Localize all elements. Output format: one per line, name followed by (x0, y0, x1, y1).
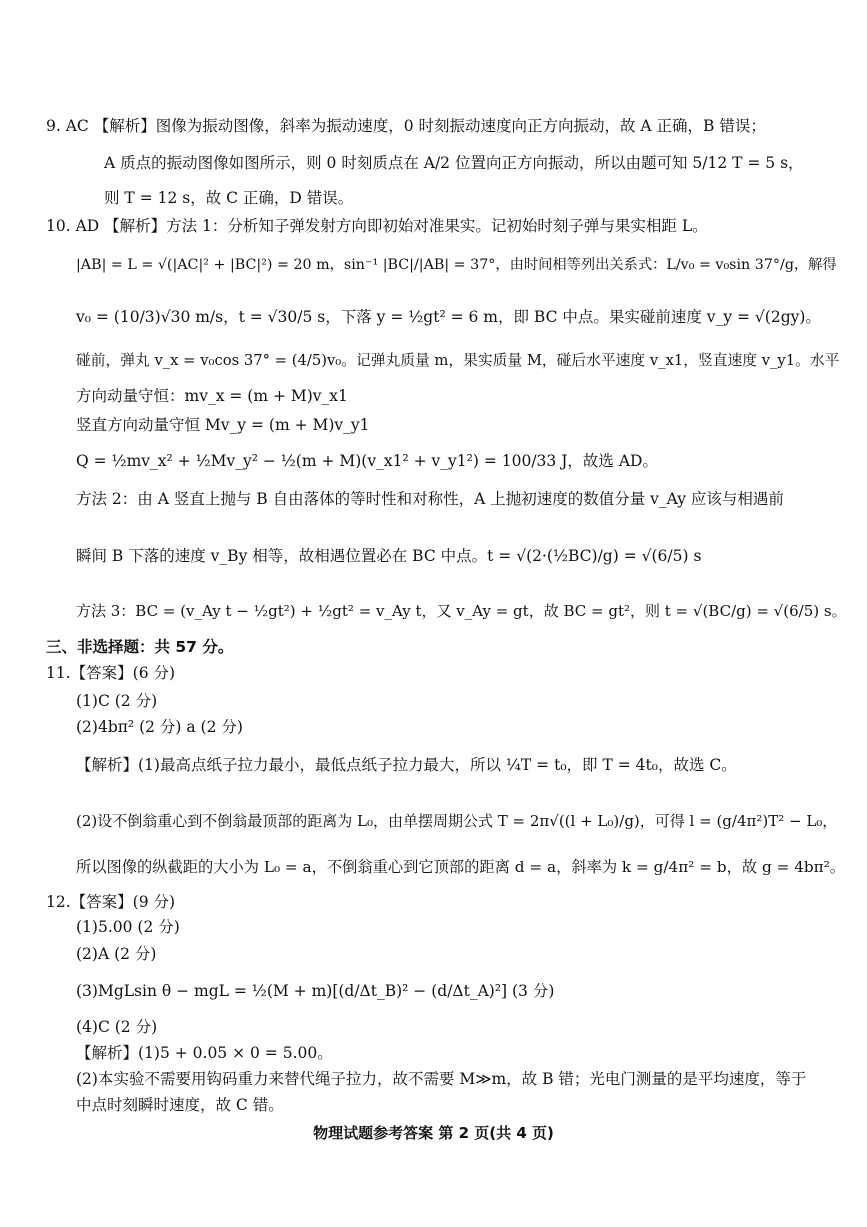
q11-answer-2: (2)4bπ² (2 分) a (2 分) (76, 718, 243, 736)
q11-answer: 11.【答案】(6 分) (46, 664, 176, 682)
q12-explanation-1: 【解析】(1)5 + 0.05 × 0 = 5.00。 (76, 1044, 333, 1062)
q9-line3: 则 T = 12 s，故 C 正确，D 错误。 (104, 189, 354, 207)
q10-line10: 方法 3：BC = (v_Ay t − ½gt²) + ½gt² = v_Ay t，又 v_Ay = gt，故 BC = gt²，则 t = √(BC/g) = √(6/5) s。 (76, 602, 847, 620)
q10-line3: v₀ = (10/3)√30 m/s，t = √30/5 s，下落 y = ½gt² = 6 m，即 BC 中点。果实碰前速度 v_y = √(2gy)。 (76, 308, 821, 326)
q10-line9: 瞬间 B 下落的速度 v_By 相等，故相遇位置必在 BC 中点。t = √(2·(½BC)/g) = √(6/5) s (76, 547, 702, 565)
q10-line6: 竖直方向动量守恒 Mv_y = (m + M)v_y1 (76, 416, 370, 434)
q11-explanation-3: 所以图像的纵截距的大小为 L₀ = a，不倒翁重心到它顶部的距离 d = a，斜率为 k = g/4π² = b，故 g = 4bπ²。 (76, 858, 846, 876)
q11-explanation-2: (2)设不倒翁重心到不倒翁最顶部的距离为 L₀，由单摆周期公式 T = 2π√((l + L₀)/g)，可得 l = (g/4π²)T² − L₀， (76, 812, 838, 830)
q10-line2: |AB| = L = √(|AC|² + |BC|²) = 20 m，sin⁻¹ |BC|/|AB| = 37°，由时间相等列出关系式：L/v₀ = v₀sin 37°/g，解得 (76, 257, 837, 273)
q12-answer-3: (3)MgLsin θ − mgL = ½(M + m)[(d/Δt_B)² − (d/Δt_A)²] (3 分) (76, 982, 555, 1000)
q12-answer: 12.【答案】(9 分) (46, 893, 176, 911)
q10-line8: 方法 2：由 A 竖直上抛与 B 自由落体的等时性和对称性，A 上抛初速度的数值分量 v_Ay 应该与相遇前 (76, 490, 784, 508)
q9-line1: 9. AC 【解析】图像为振动图像，斜率为振动速度，0 时刻振动速度向正方向振动，故 A 正确，B 错误； (46, 117, 766, 135)
q12-explanation-2: (2)本实验不需要用钩码重力来替代绳子拉力，故不需要 M≫m，故 B 错；光电门测量的是平均速度，等于 (76, 1070, 807, 1088)
q9-line2: A 质点的振动图像如图所示，则 0 时刻质点在 A/2 位置向正方向振动，所以由题可知 5/12 T = 5 s， (104, 154, 804, 172)
q11-explanation-1: 【解析】(1)最高点纸子拉力最小，最低点纸子拉力最大，所以 ¼T = t₀，即 T = 4t₀，故选 C。 (76, 756, 737, 774)
q10-line7: Q = ½mv_x² + ½Mv_y² − ½(m + M)(v_x1² + v_y1²) = 100/33 J，故选 AD。 (76, 452, 658, 470)
q12-answer-4: (4)C (2 分) (76, 1018, 158, 1036)
q11-answer-1: (1)C (2 分) (76, 692, 158, 710)
page-footer: 物理试题参考答案 第 2 页(共 4 页) (313, 1124, 554, 1142)
section-3-heading: 三、非选择题：共 57 分。 (46, 638, 234, 656)
q10-line4: 碰前，弹丸 v_x = v₀cos 37° = (4/5)v₀。记弹丸质量 m，果实质量 M，碰后水平速度 v_x1，竖直速度 v_y1。水平 (76, 352, 840, 369)
q12-answer-2: (2)A (2 分) (76, 945, 157, 963)
q10-line5: 方向动量守恒：mv_x = (m + M)v_x1 (76, 387, 348, 405)
q12-answer-1: (1)5.00 (2 分) (76, 918, 180, 936)
q12-explanation-3: 中点时刻瞬时速度，故 C 错。 (76, 1096, 284, 1114)
q10-line1: 10. AD 【解析】方法 1：分析知子弹发射方向即初始对准果实。记初始时刻子弹与果实相距 L。 (46, 217, 708, 235)
